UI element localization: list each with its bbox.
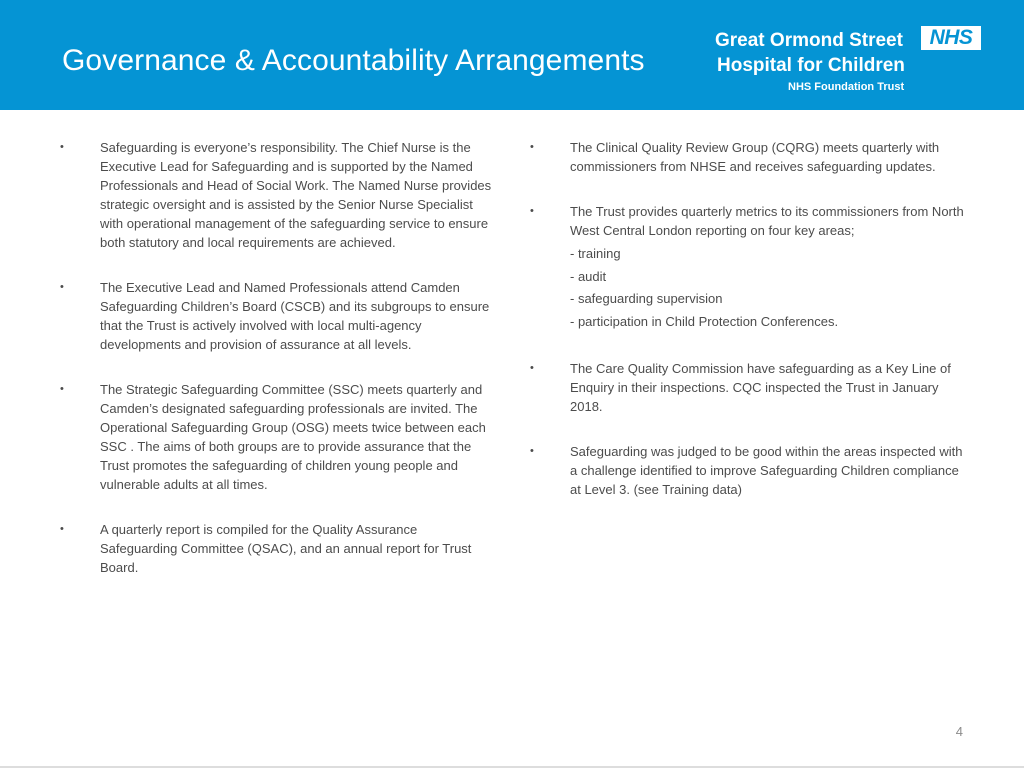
right-bullet-2 (528, 202, 968, 240)
right-bullet-4 (528, 442, 968, 499)
right-bullet-1-text: The Clinical Quality Review Group (CQRG) meets quarterly with commissioners from NHSE and receives safeguarding updates. (570, 140, 940, 174)
left-bullet-1 (58, 138, 498, 252)
left-bullet-2 (58, 278, 498, 354)
header-banner (0, 0, 1024, 110)
bullet-icon: • (60, 141, 64, 153)
left-bullet-3-text: The Strategic Safeguarding Committee (SSC) meets quarterly and Camden’s designated safeguarding professionals are invited. The Operational Safeguarding Group (OSG) meets twice between each SSC . The aims of both groups are to provide assurance that the Trust promotes the safeguarding of children young people and vulnerable adults at all times. (100, 382, 486, 492)
nhs-logo-box: NHS (921, 26, 981, 50)
bullet-icon: • (530, 362, 534, 374)
right-bullet-1 (528, 138, 968, 176)
logo-line-hospital-for-children: Hospital for Children (717, 55, 905, 76)
right-bullet-3-text: The Care Quality Commission have safeguarding as a Key Line of Enquiry in their inspections. CQC inspected the Trust in January 2018. (570, 361, 951, 414)
key-area-item: - participation in Child Protection Conferences. (570, 313, 839, 329)
page-title: Governance & Accountability Arrangements (62, 44, 645, 77)
right-bullet-4-text: Safeguarding was judged to be good within the areas inspected with a challenge identified to improve Safeguarding Children compliance at Level 3. (see Training data) (570, 444, 963, 497)
bullet-icon: • (60, 281, 64, 293)
bullet-icon: • (530, 445, 534, 457)
left-bullet-3 (58, 380, 498, 494)
left-bullet-4 (58, 520, 498, 577)
gosh-logo (715, 25, 985, 100)
left-bullet-4-text: A quarterly report is compiled for the Quality Assurance Safeguarding Committee (QSAC), and an annual report for Trust Board. (100, 522, 472, 575)
bullet-icon: • (530, 141, 534, 153)
key-area-item: - audit (570, 268, 607, 284)
logo-line-nhs-foundation-trust: NHS Foundation Trust (788, 81, 905, 93)
bullet-icon: • (60, 523, 64, 535)
key-area-item: - training (570, 246, 621, 261)
left-bullet-2-text: The Executive Lead and Named Professionals attend Camden Safeguarding Children’s Board (CSCB) and its subgroups to ensure that the Trust is actively involved with local multi-agency developments and provision of assurance at all levels. (100, 280, 490, 352)
bullet-icon: • (530, 205, 534, 217)
left-column (58, 138, 498, 577)
left-bullet-1-text: Safeguarding is everyone’s responsibility. The Chief Nurse is the Executive Lead for Safeguarding and is supported by the Named Professionals and Head of Social Work. The Named Nurse provides strategic oversight and is assisted by the Senior Nurse Specialist with operational management of the safeguarding service to ensure both statutory and local requirements are achieved. (100, 140, 492, 250)
right-column (528, 138, 968, 499)
key-area-item: - safeguarding supervision (570, 291, 723, 306)
logo-line-great-ormond-street: Great Ormond Street (715, 30, 903, 51)
right-bullet-2-text: The Trust provides quarterly metrics to its commissioners from North West Central London reporting on four key areas; (570, 204, 964, 238)
bullet-icon: • (60, 383, 64, 395)
page-number: 4 (955, 724, 963, 739)
right-bullet-3 (528, 359, 968, 416)
